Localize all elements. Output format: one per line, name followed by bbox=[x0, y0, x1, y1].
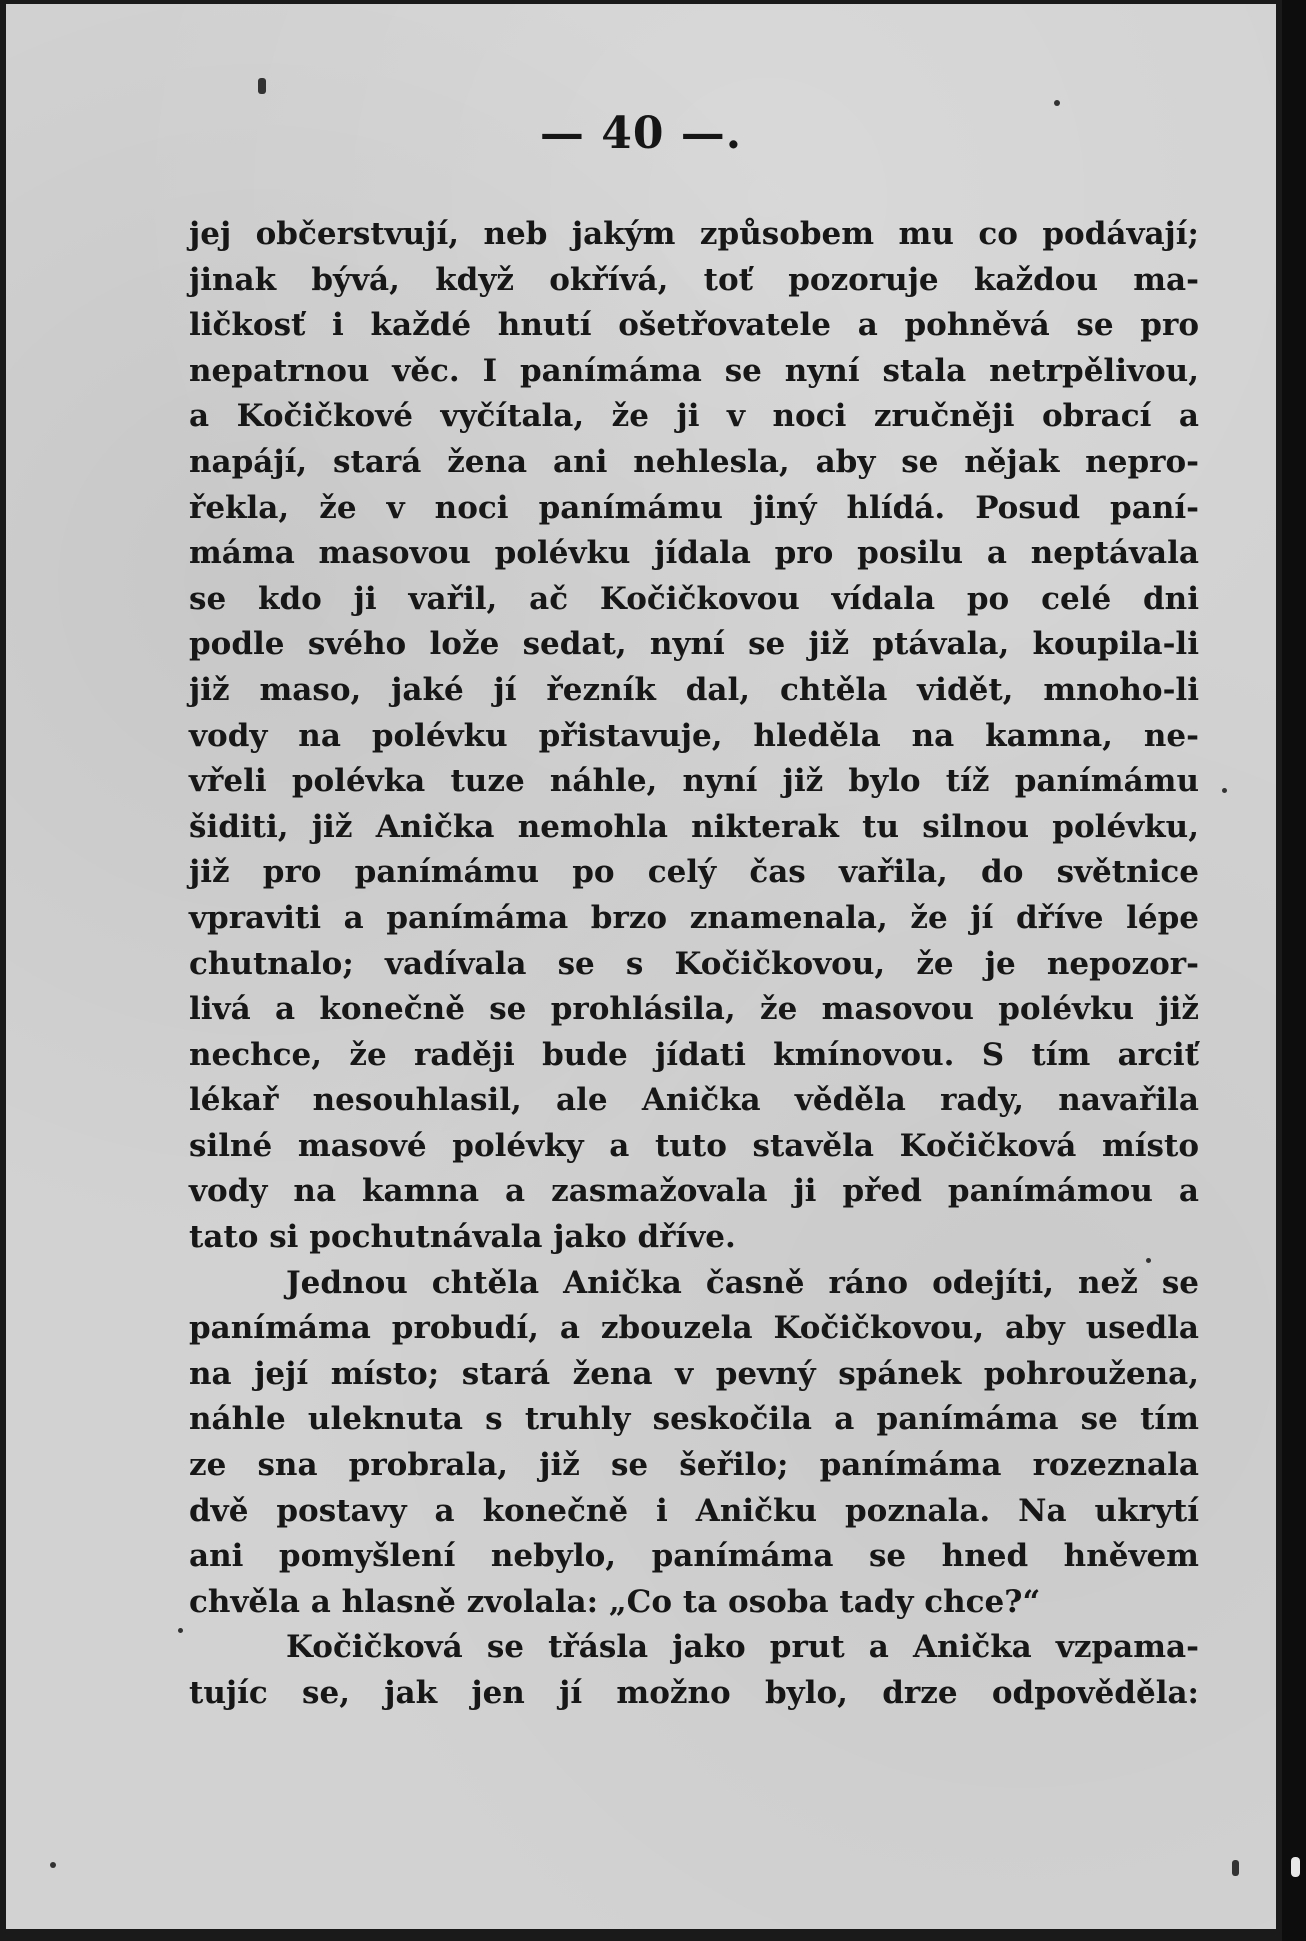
text-line: lékař nesouhlasil, ale Anička věděla rady, navařila bbox=[189, 1082, 1199, 1119]
text-line: ze sna probrala, již se šeřilo; panímáma rozeznala bbox=[189, 1447, 1199, 1484]
text-line: ličkosť i každé hnutí ošetřovatele a pohněvá se pro bbox=[189, 307, 1199, 344]
text-line: livá a konečně se prohlásila, že masovou polévku již bbox=[189, 991, 1199, 1028]
text-line: máma masovou polévku jídala pro posilu a neptávala bbox=[189, 535, 1199, 572]
paper-speck bbox=[178, 1628, 183, 1633]
paper-speck bbox=[50, 1862, 56, 1868]
paper-speck bbox=[1222, 788, 1227, 793]
scan-border bbox=[1282, 0, 1306, 1941]
text-line: již maso, jaké jí řezník dal, chtěla vidět, mnoho-li bbox=[189, 671, 1199, 708]
scan-edge-mark bbox=[1291, 1857, 1300, 1877]
page-number: — 40 —. bbox=[539, 108, 743, 159]
text-line: nechce, že raději bude jídati kmínovou. S tím arciť bbox=[189, 1036, 1199, 1073]
text-line: a Kočičkové vyčítala, že ji v noci zručněji obrací a bbox=[189, 398, 1199, 435]
text-line: vody na polévku přistavuje, hleděla na kamna, ne- bbox=[189, 717, 1199, 754]
text-line: panímáma probudí, a zbouzela Kočičkovou, aby usedla bbox=[189, 1310, 1199, 1347]
text-line: jinak bývá, když okřívá, toť pozoruje každou ma- bbox=[189, 261, 1199, 298]
text-line: chutnalo; vadívala se s Kočičkovou, že je nepozor- bbox=[189, 945, 1199, 982]
text-line: šiditi, již Anička nemohla nikterak tu silnou polévku, bbox=[189, 808, 1199, 845]
text-line: vody na kamna a zasmažovala ji před panímámou a bbox=[189, 1173, 1199, 1210]
paper-speck bbox=[1232, 1860, 1239, 1876]
paper-speck bbox=[258, 78, 266, 94]
text-line: řekla, že v noci panímámu jiný hlídá. Posud paní- bbox=[189, 489, 1199, 526]
text-line: dvě postavy a konečně i Aničku poznala. Na ukrytí bbox=[189, 1492, 1199, 1529]
text-line: se kdo ji vařil, ač Kočičkovou vídala po celé dni bbox=[189, 580, 1199, 617]
paragraph-end-line: tato si pochutnávala jako dříve. bbox=[189, 1219, 736, 1256]
text-line: silné masové polévky a tuto stavěla Kočičková místo bbox=[189, 1127, 1199, 1164]
text-line: na její místo; stará žena v pevný spánek pohroužena, bbox=[189, 1355, 1199, 1392]
text-line: napájí, stará žena ani nehlesla, aby se nějak nepro- bbox=[189, 443, 1199, 480]
text-line: podle svého lože sedat, nyní se již ptávala, koupila-li bbox=[189, 626, 1199, 663]
paper-speck bbox=[1054, 100, 1060, 106]
text-line: vpraviti a panímáma brzo znamenala, že jí dříve lépe bbox=[189, 899, 1199, 936]
text-line: již pro panímámu po celý čas vařila, do světnice bbox=[189, 854, 1199, 891]
book-page bbox=[6, 4, 1276, 1929]
paragraph-end-line: chvěla a hlasně zvolala: „Co ta osoba tady chce?“ bbox=[189, 1583, 1041, 1620]
paragraph-start-line: Kočičková se třásla jako prut a Anička vzpama- bbox=[286, 1629, 1199, 1666]
paper-speck bbox=[1146, 1258, 1151, 1263]
body-text bbox=[189, 212, 1199, 1717]
text-line: nepatrnou věc. I panímáma se nyní stala netrpělivou, bbox=[189, 352, 1199, 389]
text-line: vřeli polévka tuze náhle, nyní již bylo tíž panímámu bbox=[189, 763, 1199, 800]
text-line: tujíc se, jak jen jí možno bylo, drze odpověděla: bbox=[189, 1675, 1199, 1711]
text-line: jej občerstvují, neb jakým způsobem mu co podávají; bbox=[189, 216, 1199, 252]
paragraph-start-line: Jednou chtěla Anička časně ráno odejíti, než se bbox=[286, 1264, 1199, 1301]
text-line: ani pomyšlení nebylo, panímáma se hned hněvem bbox=[189, 1538, 1199, 1575]
text-line: náhle uleknuta s truhly seskočila a panímáma se tím bbox=[189, 1401, 1199, 1438]
